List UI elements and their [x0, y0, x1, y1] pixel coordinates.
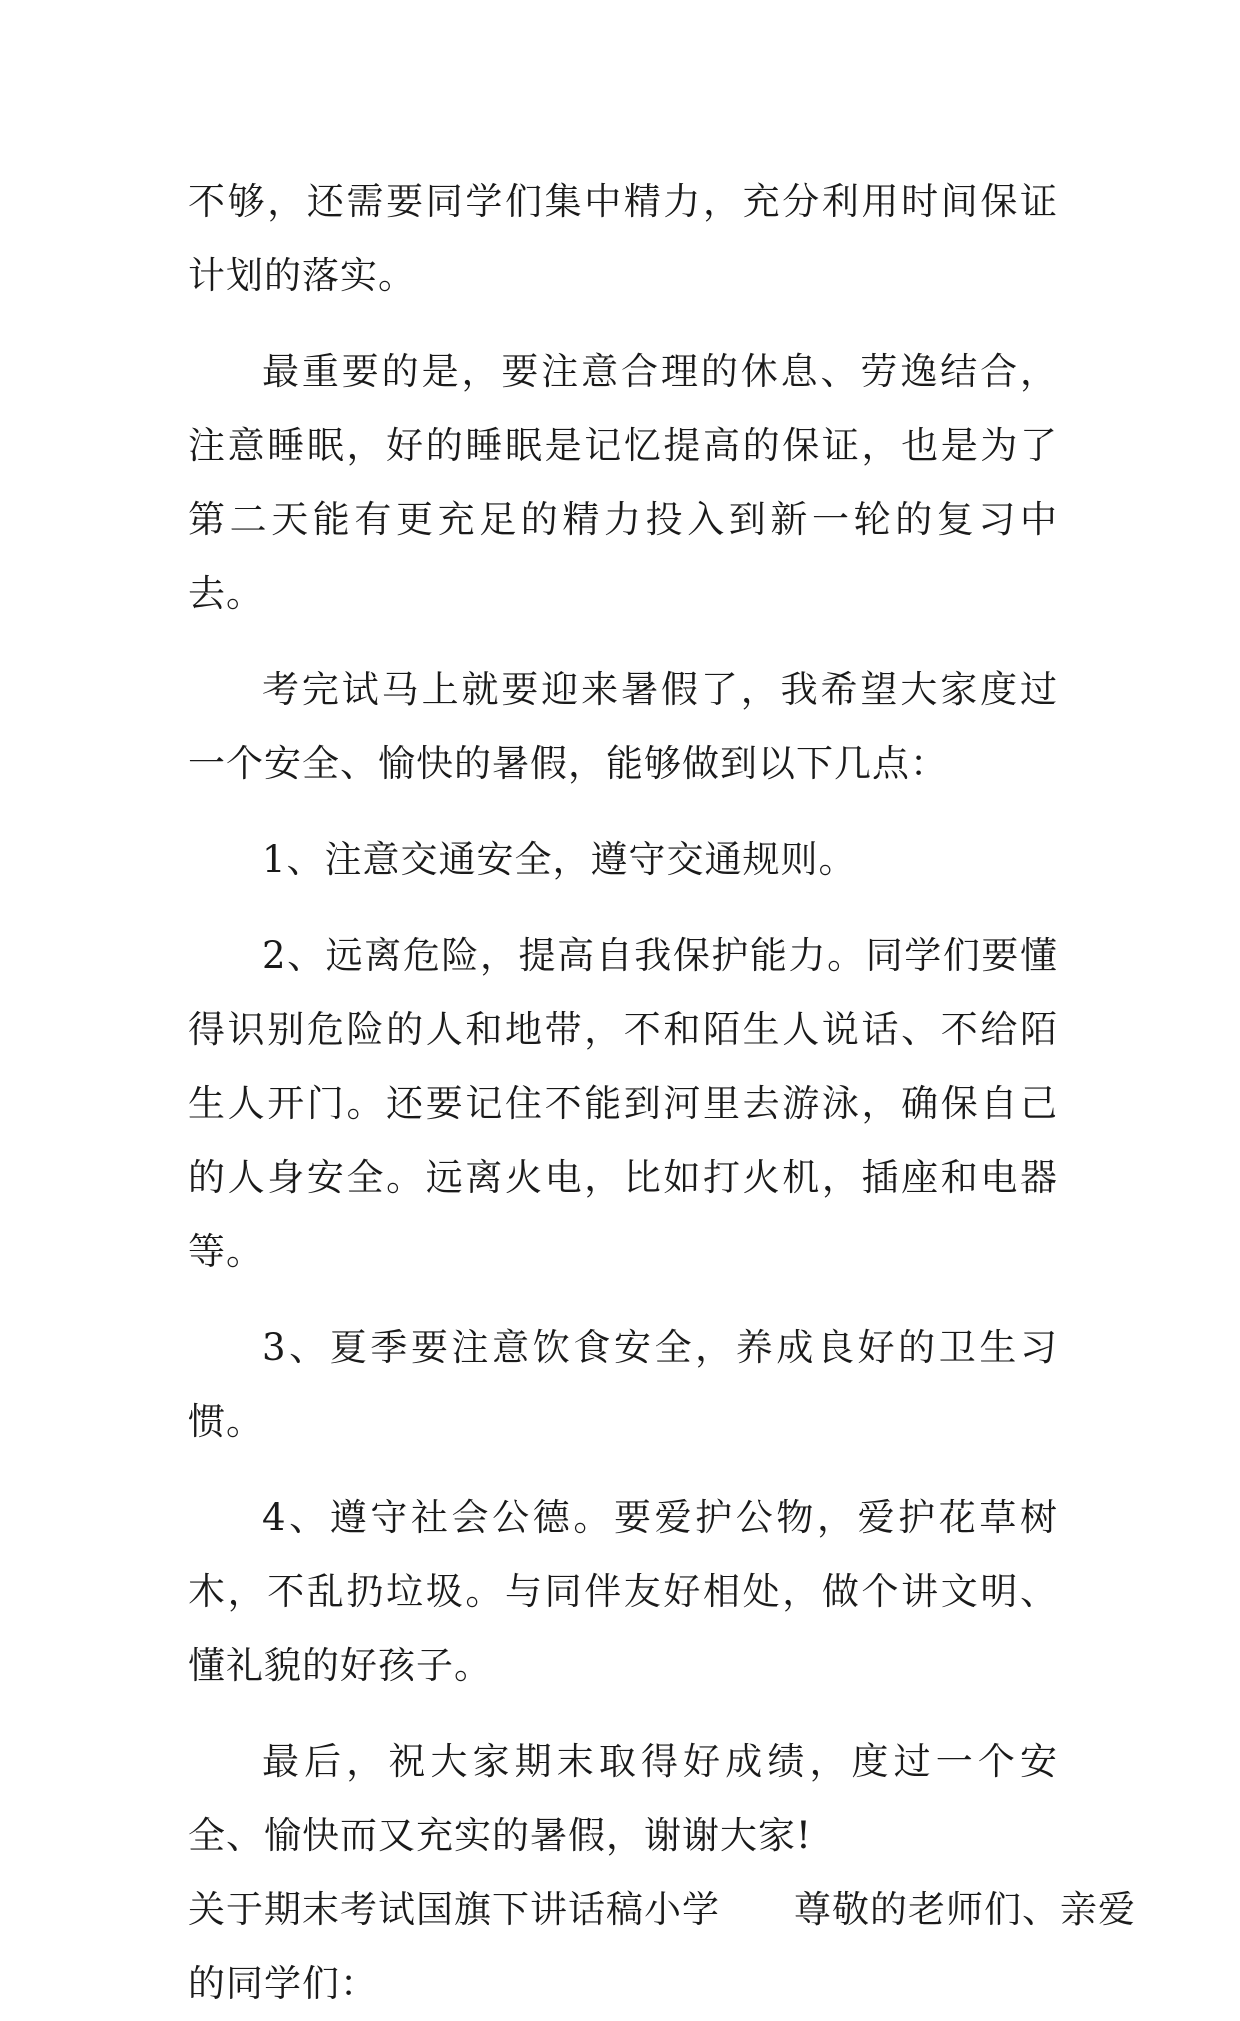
list-item-ethics: 4、遵守社会公德。要爱护公物，爱护花草树木，不乱扔垃圾。与同伴友好相处，做个讲文明、懂礼貌的好孩子。 [188, 1496, 1058, 1687]
paragraph-summer-intro: 考完试马上就要迎来暑假了，我希望大家度过一个安全、愉快的暑假，能够做到以下几点： [188, 668, 1058, 785]
list-item-traffic: 1、注意交通安全，遵守交通规则。 [262, 838, 857, 881]
paragraph-continuation: 不够，还需要同学们集中精力，充分利用时间保证计划的落实。 [188, 180, 1058, 297]
next-speech-title: 关于期末考试国旗下讲话稿小学 [188, 1888, 720, 1931]
list-item-food: 3、夏季要注意饮食安全，养成良好的卫生习惯。 [188, 1326, 1058, 1443]
greeting-line-1: 尊敬的老师们、亲爱 [794, 1888, 1136, 1931]
paragraph-closing: 最后，祝大家期末取得好成绩，度过一个安全、愉快而又充实的暑假，谢谢大家! [188, 1740, 1058, 1857]
paragraph-rest: 最重要的是，要注意合理的休息、劳逸结合，注意睡眠，好的睡眠是记忆提高的保证，也是为了第二天能有更充足的精力投入到新一轮的复习中去。 [188, 350, 1058, 615]
list-item-danger: 2、远离危险，提高自我保护能力。同学们要懂得识别危险的人和地带，不和陌生人说话、不给陌生人开门。还要记住不能到河里去游泳，确保自己的人身安全。远离火电，比如打火机，插座和电器等。 [188, 934, 1058, 1273]
greeting-line-2: 的同学们： [188, 1962, 378, 2005]
document-body [188, 165, 1136, 2021]
next-speech-heading [188, 1873, 1136, 1947]
